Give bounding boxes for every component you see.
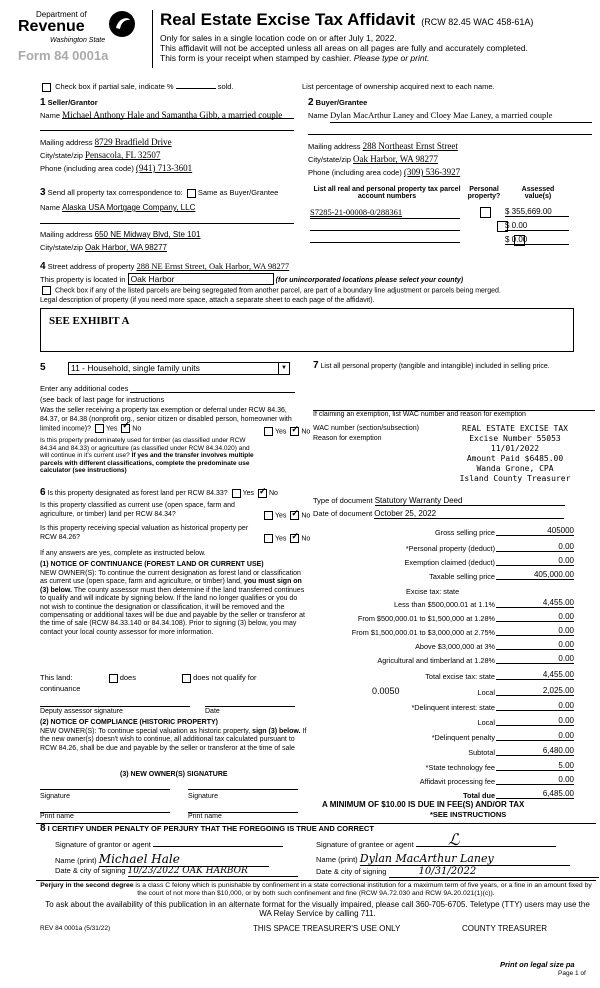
- doctype-row: [313, 496, 565, 506]
- s7-row: [313, 362, 598, 372]
- calc-value[interactable]: 0.00: [496, 556, 574, 566]
- rev-number: REV 84 0001a (5/31/22): [40, 925, 111, 932]
- grantor-name-row: [55, 852, 269, 867]
- buyer-mail[interactable]: 288 Northeast Ernst Street: [362, 141, 458, 151]
- calc-label: From $500,000.01 to $1,500,000 at 1.28%: [357, 614, 495, 623]
- header-divider: [152, 10, 153, 68]
- seller-num: 1: [40, 97, 46, 108]
- seller-name-label: Name: [40, 111, 61, 120]
- partial-sale-row: [40, 82, 234, 92]
- stamp-line: Wanda Grone, CPA: [476, 464, 554, 473]
- buyer-phone-label: Phone (including area code): [308, 168, 402, 177]
- s6-num: 6: [40, 487, 46, 498]
- notice1-c: The county assessor must then determine if the land transferred continues to qualify and will indicate by signing below. If the land no longer qualifies or you do not wish to continue the designation or classification, it will be removed and the compensating or additional taxes will be due and payable by the seller or transferor at the time of sale (RCW 84.33.140 or 84.34.108). Prior to signing (3) below, you may contact your local county assessor for more information.: [40, 586, 305, 636]
- s5-q1-no-checkbox[interactable]: [121, 424, 130, 433]
- assessed-value-3[interactable]: $ 0.00: [505, 235, 569, 245]
- s5-codes: Enter any additional codes: [40, 384, 129, 393]
- s6-q3-no-checkbox[interactable]: [290, 534, 299, 543]
- doctype-value[interactable]: Statutory Warranty Deed: [375, 496, 565, 506]
- deputy-date-label: Date: [205, 708, 220, 715]
- notice2-title: (2) NOTICE OF COMPLIANCE (HISTORIC PROPERTY): [40, 719, 218, 726]
- header-sub3b: Please type or print.: [353, 53, 430, 63]
- grantee-sig-label: Signature of grantee or agent: [316, 840, 414, 849]
- s6-q2-yes-label: Yes: [275, 512, 287, 520]
- grantor-sig-label: Signature of grantor or agent: [55, 840, 151, 849]
- calc-value[interactable]: 405,000.00: [496, 570, 574, 580]
- deputy-signature-label: Deputy assessor signature: [40, 708, 123, 715]
- form-title: Real Estate Excise Tax Affidavit: [160, 10, 416, 29]
- s5-q2-yes-checkbox[interactable]: [264, 427, 273, 436]
- grantee-name-label: Name (print): [316, 855, 358, 864]
- street-label: Street address of property: [47, 262, 135, 271]
- located-row: [40, 273, 463, 285]
- seller-city[interactable]: Pensacola, FL 32507: [85, 150, 161, 160]
- alt-format-note: To ask about the availability of this publication in an alternate format for the visually impaired, please call 360-705-6705. Teletype (TTY) users may use the WA Relay Service by calling 711.: [45, 900, 590, 918]
- notice2-b: sign (3) below.: [252, 728, 301, 735]
- owner-print-label-2: Print name: [188, 813, 222, 820]
- county-select[interactable]: Oak Harbor: [128, 273, 274, 285]
- s6-q3-yes-label: Yes: [275, 535, 287, 543]
- grantor-name-label: Name (print): [55, 856, 97, 865]
- land-use-value: 11 - Household, single family units: [71, 363, 200, 373]
- county-treasurer: COUNTY TREASURER: [462, 924, 548, 933]
- seller-mail-label: Mailing address: [40, 138, 93, 147]
- grantor-date[interactable]: 10/23/2022 OAK HARBOR: [128, 866, 298, 877]
- s5-q1-no-label: No: [132, 425, 142, 433]
- s6-q1-yes-label: Yes: [242, 490, 255, 497]
- perjury-text: is a class C felony which is punishable by confinement in a state correctional institution for a maximum term of five years, or a fine in an amount fixed by the court of not more than $10,000, or by both such confinement and fine (RCW 9A.72.030 and RCW 9A.20.021(1)(c)).: [135, 882, 592, 897]
- s6-q2-yes-checkbox[interactable]: [264, 511, 273, 520]
- certify-text: I CERTIFY UNDER PENALTY OF PERJURY THAT THE FOREGOING IS TRUE AND CORRECT: [47, 824, 374, 833]
- corr-name-row: [40, 203, 195, 212]
- segregated-label: Check box if any of the listed parcels are being segregated from another parcel, are part of a boundary line adjustment or parcels being merged.: [54, 287, 501, 295]
- excise-state-label: Excise tax: state: [406, 587, 460, 596]
- calc-value[interactable]: 405000: [496, 526, 574, 536]
- buyer-phone-row: [308, 167, 460, 177]
- s6-q1-no-checkbox[interactable]: [258, 489, 267, 498]
- street-row: [40, 261, 289, 272]
- owner-signature-label-1: Signature: [40, 793, 70, 800]
- legal-desc-box[interactable]: [40, 308, 574, 352]
- legal-desc-label: Legal description of property (if you need more space, attach a separate sheet to each page of the affidavit).: [40, 297, 375, 304]
- corr-city-label: City/state/zip: [40, 243, 83, 252]
- buyer-city-label: City/state/zip: [308, 155, 351, 164]
- seller-title: Seller/Grantor: [47, 98, 98, 107]
- this-land-label: This land:: [40, 673, 73, 682]
- notice1-b: you must sign on (3) below.: [40, 578, 302, 594]
- corr-mail-label: Mailing address: [40, 230, 93, 239]
- grantor-date-label: Date & city of signing: [55, 866, 126, 875]
- seller-name[interactable]: Michael Anthony Hale and Samantha Gibb, a married couple: [62, 110, 283, 120]
- s6-q1-yes-checkbox[interactable]: [232, 489, 241, 498]
- partial-sale-label: Check box if partial sale, indicate %: [55, 82, 174, 91]
- seller-city-label: City/state/zip: [40, 151, 83, 160]
- calc-value[interactable]: 0.00: [496, 775, 574, 785]
- seller-city-row: [40, 150, 160, 160]
- s7-reason: Reason for exemption: [313, 435, 382, 442]
- land-use-select[interactable]: [68, 362, 290, 375]
- docdate-row: [313, 509, 564, 519]
- calc-label: *Personal property (deduct): [405, 544, 495, 553]
- owner-print-label-1: Print name: [40, 813, 74, 820]
- notice2-c: If the new owner(s) doesn't wish to continue, all additional tax calculated pursuant to RCW 84.26, shall be due and payable by the seller or transferor at the time of sale: [40, 728, 307, 752]
- calc-value[interactable]: 6,480.00: [496, 746, 574, 756]
- s7-label: List all personal property (tangible and intangible) included in selling price.: [320, 363, 550, 370]
- logo-swirl-icon: [108, 10, 136, 40]
- this-land-row: [40, 673, 257, 683]
- street-value[interactable]: 288 NE Ernst Street, Oak Harbor, WA 98277: [136, 261, 290, 271]
- calc-value[interactable]: 0.00: [496, 612, 574, 622]
- calc-label: Gross selling price: [434, 528, 495, 537]
- calc-value[interactable]: 6,485.00: [496, 789, 574, 799]
- docdate-label: Date of document: [313, 509, 373, 518]
- stamp-line: Island County Treasurer: [459, 474, 571, 483]
- dropdown-arrow-icon[interactable]: ▼: [278, 363, 289, 374]
- calc-value[interactable]: 4,455.00: [496, 598, 574, 608]
- stamp-line: 11/01/2022: [490, 444, 540, 453]
- grantee-date[interactable]: 10/31/2022: [389, 866, 599, 878]
- seller-phone-row: [40, 163, 192, 173]
- s6-q1-no-label: No: [269, 490, 278, 497]
- notice2-body: [40, 728, 308, 753]
- header-sub3a: This form is your receipt when stamped by cashier.: [160, 53, 352, 63]
- s5-q1-text: Was the seller receiving a property tax exemption or deferral under RCW 84.36, 84.37, or 84.38 (nonprofit org., senior citizen or disabled person, homeowner with limited income)?: [40, 407, 292, 433]
- calc-value[interactable]: 5.00: [496, 761, 574, 771]
- located-label: This property is located in: [40, 275, 126, 284]
- s6-q2-no-label: No: [301, 512, 311, 520]
- notice1-title: (1) NOTICE OF CONTINUANCE (FOREST LAND OR CURRENT USE): [40, 561, 264, 568]
- street-num: 4: [40, 261, 46, 272]
- calc-value[interactable]: 0.00: [496, 731, 574, 741]
- calc-label: *Delinquent penalty: [431, 733, 495, 742]
- buyer-name-label: Name: [308, 111, 329, 120]
- legal-size-note: Print on legal size pa: [500, 960, 575, 969]
- assessed-value-1[interactable]: $ 355,669.00: [505, 207, 569, 217]
- local-rate[interactable]: 0.0050: [372, 686, 400, 696]
- does-not-checkbox[interactable]: [182, 674, 191, 683]
- header-sub1: Only for sales in a single location code on or after July 1, 2022.: [160, 33, 397, 43]
- notice1-a: NEW OWNER(S): To continue the current designation as forest land or classification as current use (open space, farm and agriculture, or timber) land,: [40, 570, 301, 586]
- s5-see: (see back of last page for instructions: [40, 395, 165, 404]
- calc-label: Local: [477, 688, 495, 697]
- s5-q2-no-label: No: [301, 428, 311, 436]
- grantor-sig-row: [55, 840, 283, 849]
- parcel-number[interactable]: S7285-21-00008-0/288361: [310, 207, 403, 217]
- legal-desc-value: SEE EXHIBIT A: [49, 315, 130, 327]
- same-as-buyer-checkbox[interactable]: [187, 189, 196, 198]
- corr-num: 3: [40, 187, 46, 198]
- parcel-header: List all real and personal property tax parcel account numbers: [313, 186, 461, 200]
- buyer-mail-label: Mailing address: [308, 142, 361, 151]
- corr-city-row: [40, 243, 167, 252]
- calc-label: Taxable selling price: [429, 572, 495, 581]
- page-number: Page 1 of: [558, 970, 586, 977]
- form-number: Form 84 0001a: [18, 48, 109, 63]
- corr-name[interactable]: Alaska USA Mortgage Company, LLC: [62, 203, 196, 212]
- assessed-value-header: Assessed value(s): [521, 186, 555, 200]
- grantee-date-label: Date & city of signing: [316, 867, 387, 876]
- notice2-a: NEW OWNER(S): To continue special valuation as historic property,: [40, 728, 251, 735]
- calc-label: Exemption claimed (deduct): [404, 558, 495, 567]
- seller-phone-label: Phone (including area code): [40, 164, 134, 173]
- s8-num: 8: [40, 823, 46, 834]
- calc-label: *State technology fee: [425, 763, 495, 772]
- header-title-block: [160, 10, 590, 63]
- s6-ifany: If any answers are yes, complete as instructed below.: [40, 550, 206, 557]
- owner-signature-label-2: Signature: [188, 793, 218, 800]
- s6-q1-text: Is this property designated as forest land per RCW 84.33?: [47, 490, 228, 497]
- s6-q2-text: Is this property classified as current use (open space, farm and agriculture, or timber) land per RCW 84.34?: [40, 502, 235, 518]
- s5-q2a-text: Is this property predominately used for timber (as classified under RCW 84.34 and 84.33) or agriculture (as classified under RCW 84.34.020) and will continue in it's current use?: [40, 437, 250, 459]
- calc-label: Total due: [463, 791, 495, 800]
- calc-label: Above $3,000,000 at 3%: [415, 642, 495, 651]
- minimum-note: A MINIMUM OF $10.00 IS DUE IN FEE(S) AND/OR TAX: [322, 800, 525, 809]
- same-as-buyer-label: Same as Buyer/Grantee: [197, 188, 279, 197]
- s5-q1-yes-label: Yes: [105, 425, 118, 433]
- stamp-line: REAL ESTATE EXCISE TAX: [462, 424, 568, 433]
- seller-mail[interactable]: 8729 Bradfield Drive: [94, 137, 172, 147]
- certify-row: [40, 823, 374, 834]
- s5-q1-yes-checkbox[interactable]: [95, 424, 104, 433]
- logo-state: Washington State: [50, 37, 106, 44]
- perjury-note: [36, 882, 596, 898]
- calc-value[interactable]: 2,025.00: [496, 686, 574, 696]
- grantee-name-row: [316, 852, 570, 866]
- s6-q3-no-label: No: [301, 535, 311, 543]
- corr-mail-row: [40, 230, 200, 239]
- grantee-signature[interactable]: ℒ: [448, 830, 460, 849]
- correspondence-section: [40, 187, 300, 198]
- segregated-row: [40, 286, 501, 295]
- calc-label: From $1,500,000.01 to $3,000,000 at 2.75%: [351, 628, 495, 637]
- s6-q1: [40, 487, 278, 498]
- s5-q1: [40, 407, 300, 434]
- s7-exemption: If claiming an exemption, list WAC number and reason for exemption: [313, 411, 526, 418]
- s5-q2-no-checkbox[interactable]: [290, 427, 299, 436]
- calc-label: Less than $500,000.01 at 1.1%: [393, 600, 495, 609]
- buyer-city[interactable]: Oak Harbor, WA 98277: [353, 154, 438, 164]
- logo-dept: Department of: [36, 10, 87, 19]
- partial-sale-checkbox[interactable]: [42, 83, 51, 92]
- personal-property-checkbox-1[interactable]: [480, 207, 491, 218]
- treasurer-stamp: [440, 424, 590, 484]
- notice3-title: (3) NEW OWNER(S) SIGNATURE: [120, 771, 228, 778]
- calc-label: Total excise tax: state: [425, 672, 495, 681]
- buyer-name[interactable]: Dylan MacArthur Laney and Cloey Mae Laney, a married couple: [330, 110, 553, 120]
- buyer-mail-row: [308, 141, 458, 151]
- unincorp-note: (for unincorporated locations please select your county): [275, 277, 464, 284]
- s6-q2-answer: [262, 511, 310, 520]
- stamp-line: Excise Number 55053: [469, 434, 561, 443]
- dor-logo: [14, 8, 144, 70]
- grantee-name[interactable]: Dylan MacArthur Laney: [360, 852, 570, 866]
- grantee-sig-row: [316, 840, 556, 849]
- s7-num: 7: [313, 360, 319, 371]
- grantor-date-row: [55, 866, 298, 877]
- perjury-bold: Perjury in the second degree: [40, 882, 134, 889]
- seller-mail-row: [40, 137, 172, 147]
- buyer-city-row: [308, 154, 438, 164]
- calc-label: Agricultural and timberland at 1.28%: [377, 656, 495, 665]
- s5-q2b-text: If yes and the transfer involves multiple parcels with different classifications, complete the predominate use calculator (see instructions): [40, 452, 254, 474]
- treasurer-space: THIS SPACE TREASURER'S USE ONLY: [253, 924, 401, 933]
- s6-q2-no-checkbox[interactable]: [290, 511, 299, 520]
- does-label: does: [119, 673, 136, 682]
- corr-mail[interactable]: 650 NE Midway Blvd, Ste 101: [94, 230, 201, 239]
- does-not-label: does not qualify for: [193, 673, 257, 682]
- grantee-date-row: [316, 866, 599, 878]
- s5-q2: [40, 437, 255, 475]
- calc-label: *Delinquent interest: state: [411, 703, 495, 712]
- partial-sold-label: sold.: [217, 82, 234, 91]
- corr-label: Send all property tax correspondence to:: [47, 188, 183, 197]
- corr-city[interactable]: Oak Harbor, WA 98277: [85, 243, 167, 252]
- parcel-row: [310, 207, 402, 217]
- see-instructions: *SEE INSTRUCTIONS: [430, 810, 507, 819]
- s6-q3-answer: [262, 534, 310, 543]
- does-checkbox[interactable]: [109, 674, 118, 683]
- corr-name-label: Name: [40, 203, 61, 212]
- calc-value[interactable]: 4,455.00: [496, 670, 574, 680]
- buyer-section: [308, 97, 593, 120]
- seller-section: [40, 97, 290, 120]
- calc-label: Affidavit processing fee: [419, 777, 495, 786]
- grantor-name[interactable]: Michael Hale: [99, 852, 269, 867]
- calc-value[interactable]: 0.00: [496, 542, 574, 552]
- ownership-note: List percentage of ownership acquired next to each name.: [302, 82, 495, 91]
- calc-label: Local: [477, 718, 495, 727]
- calc-value[interactable]: 0.00: [496, 654, 574, 664]
- calc-value[interactable]: 0.00: [496, 701, 574, 711]
- doctype-label: Type of document: [313, 496, 373, 505]
- header-sub2: This affidavit will not be accepted unless all areas on all pages are fully and accurately completed.: [160, 43, 528, 53]
- assessed-value-2[interactable]: $ 0.00: [505, 221, 569, 231]
- buyer-num: 2: [308, 97, 314, 108]
- docdate-value[interactable]: October 25, 2022: [374, 509, 564, 519]
- seller-phone[interactable]: (941) 713-3601: [135, 163, 193, 173]
- s6-q3-text: Is this property receiving special valuation as historical property per RCW 84.26?: [40, 525, 249, 541]
- s5-q2-answer: [262, 427, 310, 436]
- s7-wac: WAC number (section/subsection): [313, 425, 419, 432]
- s5-q2-yes-label: Yes: [275, 428, 287, 436]
- buyer-title: Buyer/Grantee: [315, 98, 368, 107]
- s6-q3-yes-checkbox[interactable]: [264, 534, 273, 543]
- notice1-body: [40, 570, 308, 637]
- buyer-phone[interactable]: (309) 536-3927: [403, 167, 461, 177]
- form-rcw: (RCW 82.45 WAC 458-61A): [421, 17, 534, 27]
- stamp-line: Amount Paid $6485.00: [466, 454, 564, 463]
- logo-revenue: Revenue: [18, 18, 85, 35]
- calc-value[interactable]: 0.00: [496, 640, 574, 650]
- segregated-checkbox[interactable]: [42, 286, 51, 295]
- s5-num: 5: [40, 362, 46, 373]
- calc-label: Subtotal: [468, 748, 495, 757]
- continuance-label: continuance: [40, 684, 81, 693]
- personal-property-header: Personal property?: [467, 186, 501, 200]
- calc-value[interactable]: 0.00: [496, 626, 574, 636]
- calc-value[interactable]: 0.00: [496, 716, 574, 726]
